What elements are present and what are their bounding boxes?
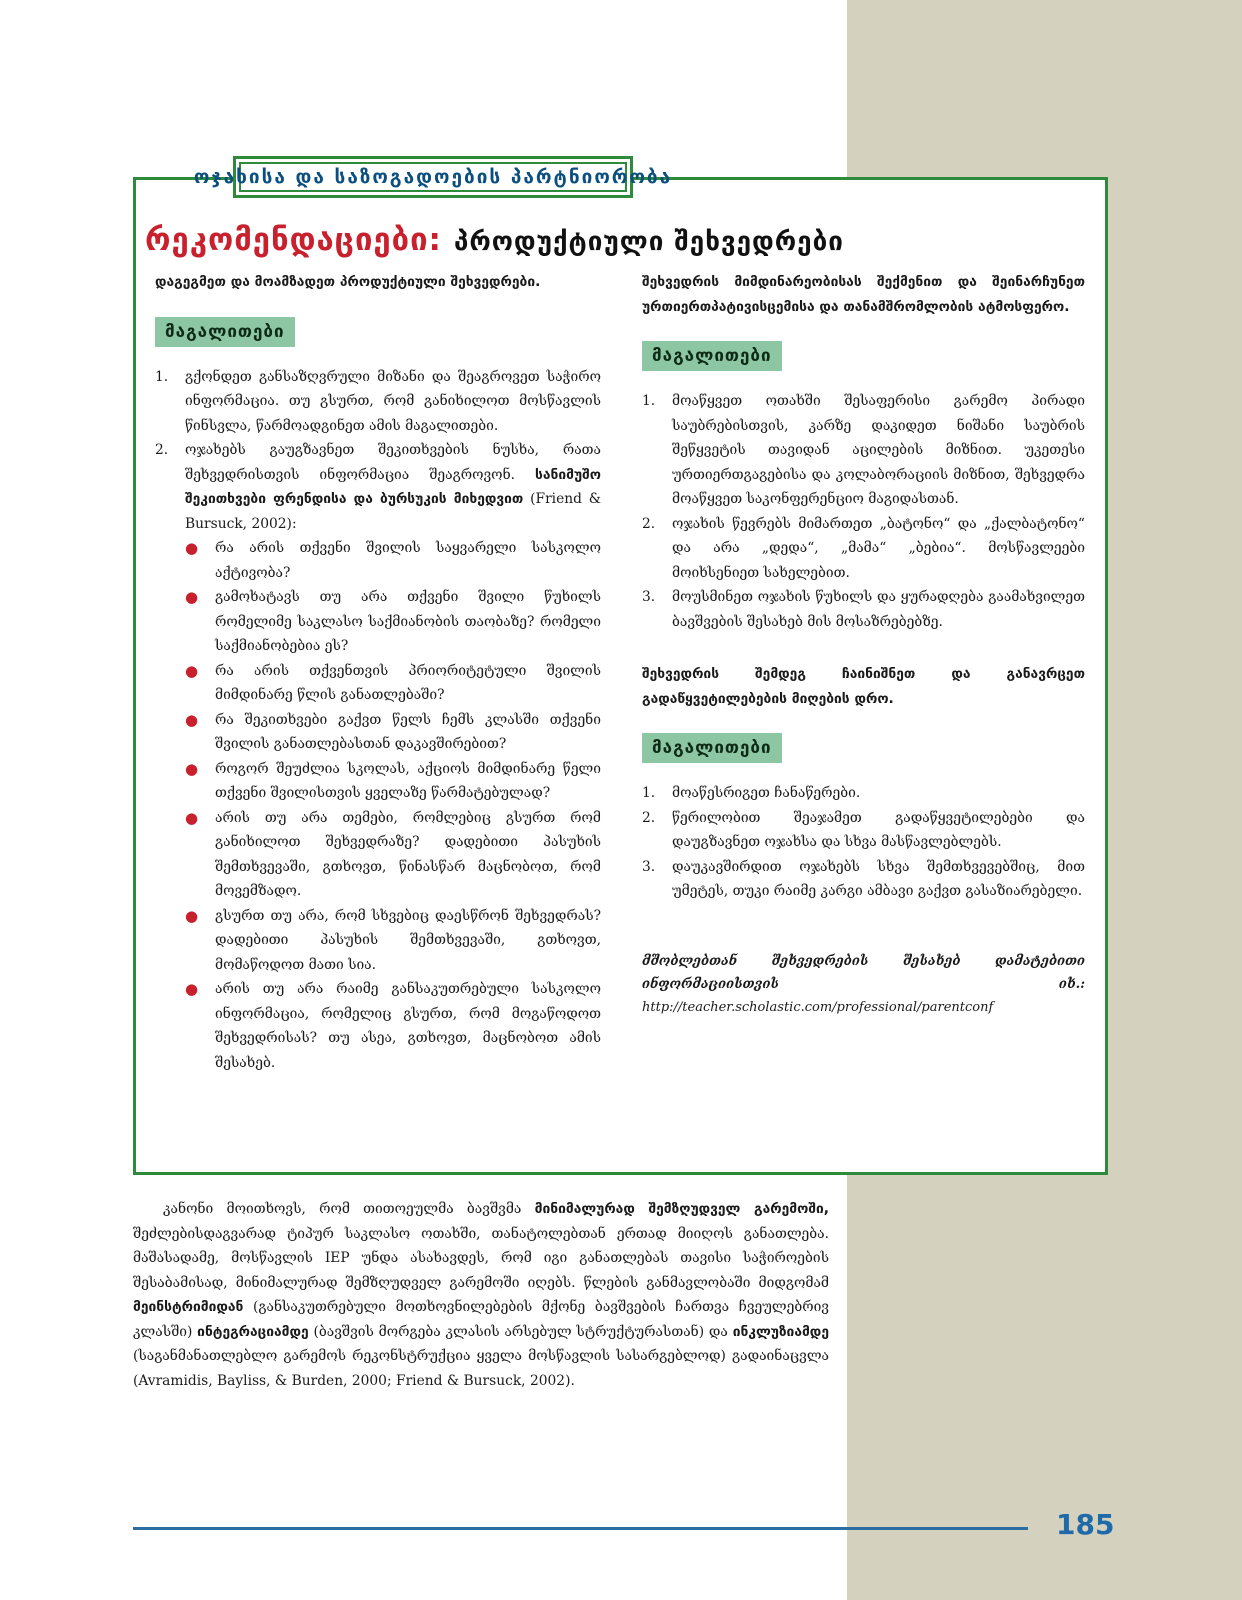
bullet-item: ● გამოხატავს თუ არა თქვენი შვილი წუხილს რომელიმე საკლასო საქმიანობის თაობაზე? რომელი საქმიანობებია ეს?: [185, 585, 601, 659]
bullet-icon: ●: [185, 661, 199, 680]
bullet-icon: ●: [185, 759, 199, 778]
bullet-icon: ●: [185, 906, 199, 925]
bullet-item: ● რა შეკითხვები გაქვთ წელს ჩემს კლასში თქვენი შვილის განათლებასთან დაკავშირებით?: [185, 708, 601, 757]
bullet-item: ● რა არის თქვენთვის პრიორიტეტული შვილის მიმდინარე წლის განათლებაში?: [185, 659, 601, 708]
left-examples-list: [155, 365, 601, 1076]
list-item: 2. წერილობით შეაჯამეთ გადაწყვეტილებები და დაუგზავნეთ ოჯახსა და სხვა მასწავლებლებს.: [642, 809, 1085, 850]
bullet-icon: ●: [185, 588, 199, 606]
list-item: 1. მოაწყვეთ ოთახში შესაფერისი გარემო პირადი საუბრებისთვის, კარზე დაკიდეთ ნიშანი საუბრის შეწყვეტის თავიდან აცილების მიზნით. უკეთესი ურთიერთგაგებისა და კოლაბორაციის მიზნით, შეხვედრა მოაწყვეთ საკონფერენციო მაგიდასთან.: [642, 393, 1085, 507]
list-item: 2. ოჯახებს გაუგზავნეთ შეკითხვების ნუსხა, რათა შეხვედრისთვის ინფორმაცია შეაგროვონ. სანიმუშო შეკითხვები ფრენდისა და ბურსუკის მიხედვით (Friend & Bursuck, 2002): ● რა არის თქვენი შვილის საყვარელი სასკოლო აქტივობა? ● გამოხატავს თუ არა თქვენი შვილი წუხილს რომელიმე საკლასო საქმიანობის თაობაზე? რომელი საქმიანობებია ეს? ● რა არის თქვენთვის პრიორიტეტული შვილის მიმდინარე წლის განათლებაში? ● რა შეკითხვები გაქვთ წელს ჩემს კლასში თქვენი შვილის განათლებასთან დაკავშირებით? ● როგორ შეუძლია სკოლას, აქციოს მიმდინარე წელი თქვენი შვილისთვის ყველაზე წარმატებულად? ● არის თუ არა თემები, რომლებიც გსურთ რომ განიხილოთ შეხვედრაზე? დადებითი პასუხის შემთხვევაში, გთხოვთ, წინასწარ მაცნობოთ, რომ მოვემზადო. ● გსურთ თუ არა, რომ სხვებიც დაესწრონ შეხვედრას? დადებითი პასუხის შემთხვევაში, გთხოვთ, მომაწოდოთ მათი სია. ● არის თუ არა რაიმე განსაკუთრებული სასკოლო ინფორმაცია, რომელიც გსურთ, რომ მოგაწოდოთ შეხვედრისას? თუ ასეა, გთხოვთ, მაცნობოთ ამის შესახებ.: [155, 438, 601, 1075]
bullet-item: ● რა არის თქვენი შვილის საყვარელი სასკოლო აქტივობა?: [185, 536, 601, 585]
more-info-link[interactable]: http://teacher.scholastic.com/professional/parentconf: [642, 999, 994, 1015]
bullet-item: ● გსურთ თუ არა, რომ სხვებიც დაესწრონ შეხვედრას? დადებითი პასუხის შემთხვევაში, გთხოვთ, მომაწოდოთ მათი სია.: [185, 904, 601, 978]
left-column: [155, 270, 601, 1075]
more-info-label: მშობლებთან შეხვედრების შესახებ დამატებითი ინფორმაციისთვის იხ.:: [642, 953, 1085, 992]
question-bullets: [185, 536, 601, 1075]
heading-red: რეკომენდაციები:: [145, 222, 442, 258]
bullet-icon: ●: [185, 808, 199, 827]
right-lead-during: შეხვედრის მიმდინარეობისას შექმენით და შეინარჩუნეთ ურთიერთპატივისცემისა და თანამშრომლობის ატმოსფერო.: [642, 274, 1085, 315]
bullet-item: ● როგორ შეუძლია სკოლას, აქციოს მიმდინარე წელი თქვენი შვილისთვის ყველაზე წარმატებულად?: [185, 757, 601, 806]
right-lead-after: შეხვედრის შემდეგ ჩაინიშნეთ და განავრცეთ გადაწყვეტილებების მიღების დრო.: [642, 666, 1085, 707]
right-examples-list-1: [642, 389, 1085, 634]
right-column: [642, 270, 1085, 1019]
bullet-icon: ●: [185, 980, 199, 998]
right-examples-list-2: [642, 781, 1085, 904]
more-info-note: [642, 950, 1085, 1019]
body-paragraph: კანონი მოითხოვს, რომ თითოეულმა ბავშვმა მინიმალურად შემზღუდველ გარემოში, შეძლებისდაგვარად ტიპურ საკლასო ოთახში, თანატოლებთან ერთად მიიღოს განათლება. მაშასადამე, მოსწავლის IEP უნდა ასახავდეს, რომ იგი განათლებას თავისი საჭიროების შესაბამისად, მინიმალურად შემზღუდველ გარემოში იღებს. წლების განმავლობაში მიდგომამ მეინსტრიმიდან (განსაკუთრებული მოთხოვნილებების მქონე ბავშვების ჩართვა ჩვეულებრივ კლასში) ინტეგრაციამდე (ბავშვის მორგება კლასის არსებულ სტრუქტურასთან) და ინკლუზიამდე (საგანმანათლებლო გარემოს რეკონსტრუქცია ყველა მოსწავლის სასარგებლოდ) გადაინაცვლა (Avramidis, Bayliss, & Burden, 2000; Friend & Bursuck, 2002).: [133, 1201, 829, 1389]
bullet-icon: ●: [185, 710, 199, 729]
list-item: 3. დაუკავშირდით ოჯახებს სხვა შემთხვევებშიც, მით უმეტეს, თუკი რაიმე კარგი ამბავი გაქვთ გასაზიარებელი.: [642, 858, 1085, 899]
bullet-item: ● არის თუ არა რაიმე განსაკუთრებული სასკოლო ინფორმაცია, რომელიც გსურთ, რომ მოგაწოდოთ შეხვედრისას? თუ ასეა, გთხოვთ, მაცნობოთ ამის შესახებ.: [185, 977, 601, 1075]
page-number: 185: [1056, 1508, 1115, 1541]
list-item: 1. გქონდეთ განსაზღვრული მიზანი და შეაგროვეთ საჭირო ინფორმაცია. თუ გსურთ, რომ განიხილოთ მოსწავლის წინსვლა, წარმოადგინეთ ამის მაგალითები.: [155, 368, 601, 434]
list-item: 2. ოჯახის წევრებს მიმართეთ „ბატონო“ და „ქალბატონო“ და არა „დედა“, „მამა“ „ბებია“. მოსწავლეები მოიხსენიეთ სახელებით.: [642, 515, 1085, 581]
bullet-icon: ●: [185, 539, 199, 557]
citation: (Friend & Bursuck, 2002):: [185, 491, 602, 532]
footer-rule: [133, 1527, 1028, 1530]
bullet-item: ● არის თუ არა თემები, რომლებიც გსურთ რომ განიხილოთ შეხვედრაზე? დადებითი პასუხის შემთხვევაში, გთხოვთ, წინასწარ მაცნობოთ, რომ მოვემზადო.: [185, 806, 601, 904]
heading-black: პროდუქტიული შეხვედრები: [453, 227, 844, 257]
sample-questions-label: სანიმუშო შეკითხვები ფრენდისა და ბურსუკის მიხედვით: [185, 466, 602, 507]
box-heading: [145, 222, 1025, 258]
section-tab: [193, 156, 673, 198]
left-lead: დაგეგმეთ და მოამზადეთ პროდუქტიული შეხვედრები.: [155, 274, 541, 290]
examples-badge-left: მაგალითები: [155, 317, 295, 347]
examples-badge-right-1: მაგალითები: [642, 341, 782, 371]
section-tab-label: ოჯახისა და საზოგადოების პარტნიორობა: [239, 162, 627, 192]
examples-badge-right-2: მაგალითები: [642, 733, 782, 763]
list-item: 3. მოუსმინეთ ოჯახის წუხილს და ყურადღება გაამახვილეთ ბავშვების შესახებ მის მოსაზრებებზე.: [642, 589, 1085, 630]
list-item: 1. მოაწესრიგეთ ჩანაწერები.: [642, 785, 861, 801]
